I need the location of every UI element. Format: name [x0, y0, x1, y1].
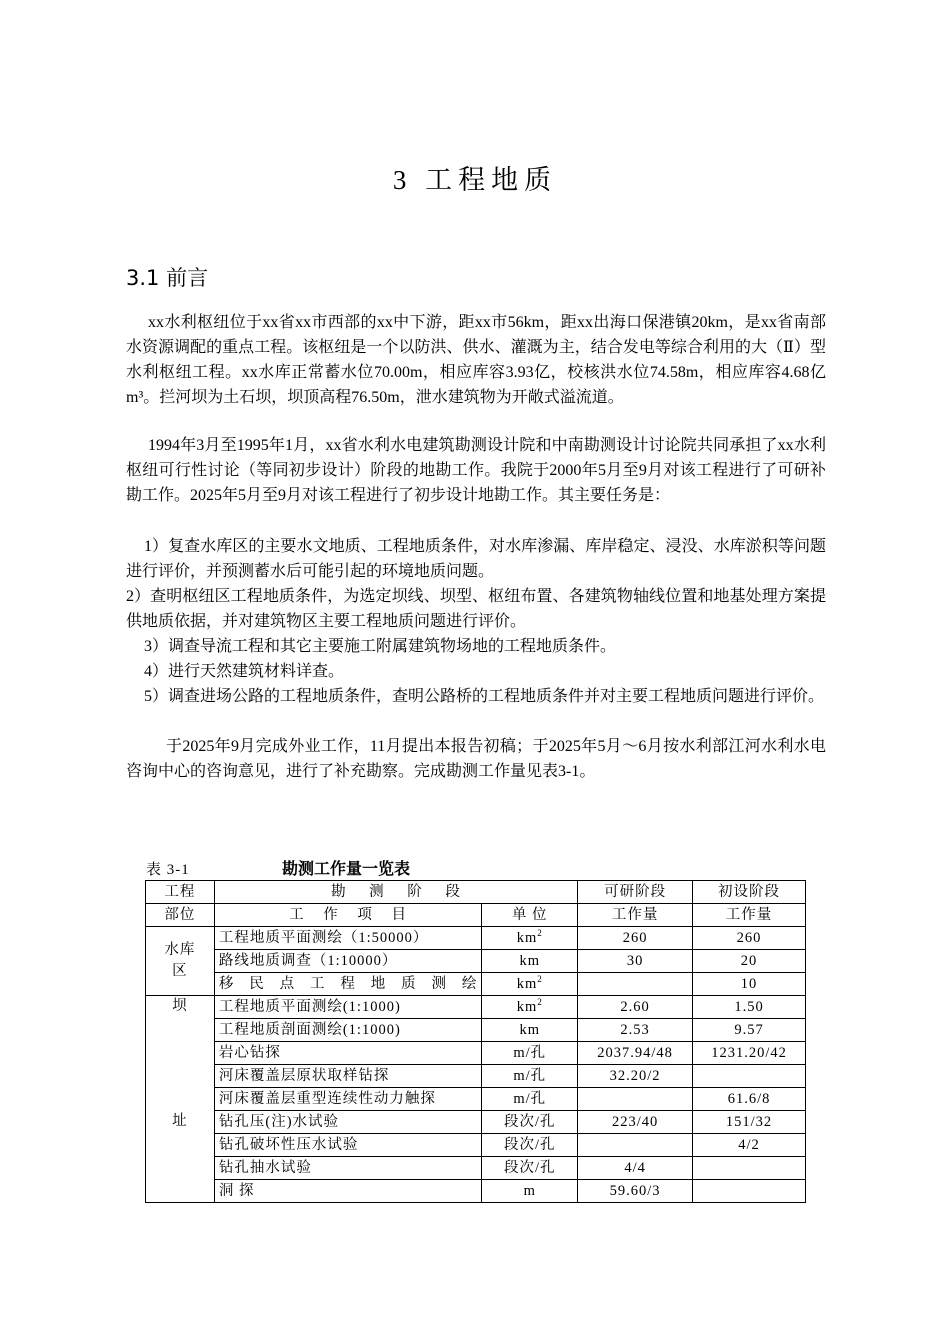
group-label: 区 — [172, 963, 188, 979]
paragraph-text: 1994年3月至1995年1月，xx省水利水电建筑勘测设计院和中南勘测设计讨论院共同承担了xx水利枢纽可行性讨论（等同初步设计）阶段的地勘工作。我院于2000年5月至9月对该工程进行了可研补勘工作。2025年5月至9月对该工程进行了初步设计地勘工作。其主要任务是： — [126, 437, 826, 504]
paragraph-text: 3）调查导流工程和其它主要施工附属建筑物场地的工程地质条件。 — [144, 638, 617, 655]
cell-unit — [482, 1088, 578, 1111]
task-item-2 — [126, 584, 826, 634]
unit-text: 段次/孔 — [503, 1159, 556, 1176]
cell-feasibility: 4/4 — [578, 1157, 693, 1180]
cell-item: 工程地质平面测绘(1:1000) — [214, 996, 481, 1019]
cell-preliminary: 1231.20/42 — [693, 1042, 806, 1065]
unit-text: km — [516, 975, 538, 992]
cell-preliminary: 20 — [693, 950, 806, 973]
cell-item: 钻孔抽水试验 — [214, 1157, 481, 1180]
cell-unit — [482, 1111, 578, 1134]
cell-item: 移民点工程地质测绘 — [214, 973, 481, 996]
cell-item: 路线地质调查（1:10000） — [214, 950, 481, 973]
paragraph-text: 4）进行天然建筑材料详查。 — [144, 663, 345, 680]
cell-preliminary: 1.50 — [693, 996, 806, 1019]
cell-preliminary: 260 — [693, 927, 806, 950]
cell-feasibility — [578, 1134, 693, 1157]
cell-unit — [482, 1157, 578, 1180]
cell-item: 工程地质平面测绘（1:50000） — [214, 927, 481, 950]
table-row — [146, 1065, 806, 1088]
unit-text: m — [523, 1182, 536, 1199]
header-unit: 单 位 — [482, 904, 578, 927]
unit-text: km — [519, 1021, 541, 1038]
table-row — [146, 927, 806, 950]
header-workload-2: 工作量 — [693, 904, 806, 927]
cell-item: 钻孔压(注)水试验 — [214, 1111, 481, 1134]
header-item: 工 作 项 目 — [214, 904, 481, 927]
table-header-row — [146, 881, 806, 904]
table-title: 勘测工作量一览表 — [282, 859, 411, 878]
cell-preliminary: 61.6/8 — [693, 1088, 806, 1111]
cell-item: 河床覆盖层原状取样钻探 — [214, 1065, 481, 1088]
chapter-title: 3 工程地质 — [392, 165, 558, 195]
paragraph-text: 2）查明枢纽区工程地质条件，为选定坝线、坝型、枢纽布置、各建筑物轴线位置和地基处理方案提供地质依据，并对建筑物区主要工程地质问题进行评价。 — [126, 588, 826, 630]
cell-item: 河床覆盖层重型连续性动力触探 — [214, 1088, 481, 1111]
cell-preliminary: 10 — [693, 973, 806, 996]
cell-unit — [482, 1134, 578, 1157]
unit-superscript: 2 — [537, 927, 543, 938]
cell-unit — [482, 996, 578, 1019]
unit-text: km — [516, 998, 538, 1015]
table-row — [146, 1111, 806, 1134]
unit-text: m/孔 — [513, 1044, 547, 1061]
group-dam — [146, 996, 215, 1203]
task-item-1 — [126, 534, 826, 584]
table-row — [146, 1088, 806, 1111]
cell-preliminary: 9.57 — [693, 1019, 806, 1042]
paragraph-completion — [126, 734, 826, 784]
paragraph-history — [126, 433, 826, 508]
table-row — [146, 1134, 806, 1157]
table-row — [146, 1042, 806, 1065]
section-title: 3.1 前言 — [126, 266, 209, 290]
cell-feasibility: 2037.94/48 — [578, 1042, 693, 1065]
cell-feasibility: 260 — [578, 927, 693, 950]
cell-feasibility: 2.53 — [578, 1019, 693, 1042]
header-part-top: 工程 — [146, 881, 215, 904]
table-row — [146, 973, 806, 996]
cell-unit — [482, 1042, 578, 1065]
cell-feasibility: 223/40 — [578, 1111, 693, 1134]
cell-unit — [482, 950, 578, 973]
cell-unit — [482, 1019, 578, 1042]
cell-unit — [482, 1065, 578, 1088]
group-label: 水库 — [164, 942, 196, 958]
task-item-5 — [126, 684, 826, 709]
unit-text: km — [516, 929, 538, 946]
header-stage: 勘 测 阶 段 — [214, 881, 577, 904]
unit-superscript: 2 — [537, 996, 543, 1007]
table-subheader-row — [146, 904, 806, 927]
cell-item: 钻孔破坏性压水试验 — [214, 1134, 481, 1157]
cell-unit — [482, 973, 578, 996]
table-caption: 表 3-1 — [146, 862, 190, 878]
cell-preliminary: 4/2 — [693, 1134, 806, 1157]
paragraph-text: xx水利枢纽位于xx省xx市西部的xx中下游，距xx市56km，距xx出海口保港镇20km，是xx省南部水资源调配的重点工程。该枢纽是一个以防洪、供水、灌溉为主，结合发电等综合利用的大（Ⅱ）型水利枢纽工程。xx水库正常蓄水位70.00m，相应库容3.93亿，校核洪水位74.58m，相应库容4.68亿m³。拦河坝为土石坝，坝顶高程76.50m，泄水建筑物为开敞式溢流道。 — [126, 314, 826, 406]
header-feasibility: 可研阶段 — [578, 881, 693, 904]
group-label: 址 — [172, 1113, 188, 1129]
cell-feasibility — [578, 973, 693, 996]
cell-preliminary: 151/32 — [693, 1111, 806, 1134]
table-row — [146, 996, 806, 1019]
table-row — [146, 1157, 806, 1180]
header-workload-1: 工作量 — [578, 904, 693, 927]
cell-preliminary — [693, 1065, 806, 1088]
unit-superscript: 2 — [537, 973, 543, 984]
unit-text: m/孔 — [513, 1067, 547, 1084]
header-part-bottom: 部位 — [146, 904, 215, 927]
paragraph-text: 5）调查进场公路的工程地质条件，查明公路桥的工程地质条件并对主要工程地质问题进行评价。 — [144, 688, 825, 705]
paragraph-text: 于2025年9月完成外业工作，11月提出本报告初稿；于2025年5月～6月按水利部江河水利水电咨询中心的咨询意见，进行了补充勘察。完成勘测工作量见表3-1。 — [126, 738, 826, 780]
group-reservoir — [146, 927, 215, 996]
cell-preliminary — [693, 1157, 806, 1180]
cell-feasibility: 59.60/3 — [578, 1180, 693, 1203]
cell-unit — [482, 927, 578, 950]
paragraph-text: 1）复查水库区的主要水文地质、工程地质条件，对水库渗漏、库岸稳定、浸没、水库淤积等问题进行评价，并预测蓄水后可能引起的环境地质问题。 — [126, 538, 826, 580]
cell-unit — [482, 1180, 578, 1203]
cell-feasibility: 2.60 — [578, 996, 693, 1019]
table-row — [146, 1180, 806, 1203]
cell-item: 工程地质剖面测绘(1:1000) — [214, 1019, 481, 1042]
unit-text: km — [519, 952, 541, 969]
unit-text: m/孔 — [513, 1090, 547, 1107]
unit-text: 段次/孔 — [503, 1136, 556, 1153]
group-label: 坝 — [172, 998, 188, 1014]
table-row — [146, 950, 806, 973]
cell-feasibility — [578, 1088, 693, 1111]
cell-item: 岩心钻探 — [214, 1042, 481, 1065]
table-row — [146, 1019, 806, 1042]
unit-text: 段次/孔 — [503, 1113, 556, 1130]
paragraph-intro — [126, 310, 826, 410]
task-item-3 — [126, 634, 826, 659]
cell-feasibility: 30 — [578, 950, 693, 973]
survey-workload-table — [145, 880, 806, 1203]
cell-preliminary — [693, 1180, 806, 1203]
task-item-4 — [126, 659, 826, 684]
cell-item: 洞 探 — [214, 1180, 481, 1203]
header-preliminary: 初设阶段 — [693, 881, 806, 904]
cell-feasibility: 32.20/2 — [578, 1065, 693, 1088]
